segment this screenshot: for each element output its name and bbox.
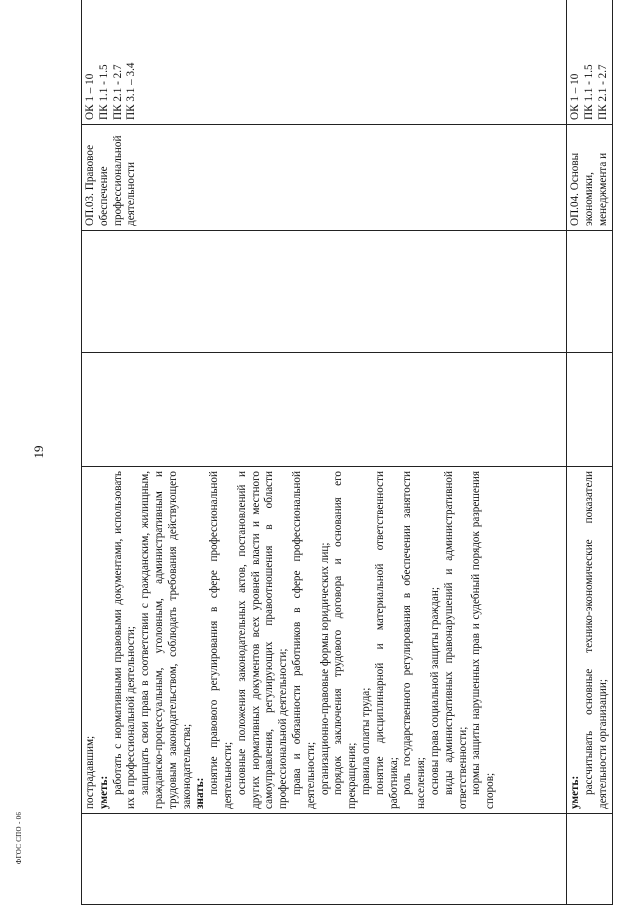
content-line: организационно-правовые формы юридических лиц; [318,542,331,795]
competency: ПК 1.1 - 1.5 [97,64,110,120]
content-line: понятие дисциплинарной и материальной ответственности работника; [373,471,400,809]
content-line: защищать свои права в соответствии с гражданским, жилищным, гражданско-процессуальным, уголовным, административным и трудовым законодательством, соблюдать требования действующего законодательства; [139,471,193,809]
empty-cell [82,231,567,353]
content-line: работать с нормативными правовыми документами, использовать их в профессиональной деятельности; [111,471,138,809]
content-line: нормы защиты нарушенных прав и судебный порядок разрешения споров; [470,471,497,809]
competency: ОК 1 – 10 [84,73,96,120]
content-line: понятие правового регулирования в сфере профессиональной деятельности; [208,471,234,809]
discipline-cell [82,125,567,231]
competency: ПК 2.1 - 2.7 [111,64,124,120]
index-cell [82,814,567,905]
discipline-name: ОП.03. Правовое обеспечение профессиональной деятельности [84,135,138,226]
discipline-cell [567,125,613,231]
competencies-cell [567,0,613,125]
table-row [82,0,567,905]
discipline-name: ОП.04. Основы экономики, менеджмента и [569,152,609,226]
footer-code: ФГОС СПО - 06 [15,811,23,865]
empty-cell [567,231,613,353]
table-row [567,0,613,905]
content-heading: уметь: [569,775,581,809]
content-heading: уметь: [97,775,110,809]
index-cell [567,814,613,905]
content-line: права и обязанности работников в сфере профессиональной деятельности; [290,471,317,809]
empty-cell [82,353,567,467]
competency: ПК 2.1 - 2.7 [596,64,609,120]
content-line: рассчитывать основные технико-экономические показатели деятельности организации; [582,471,609,809]
content-line: пострадавшим; [84,735,96,809]
empty-cell [567,353,613,467]
page-number: 19 [31,445,46,459]
content-line: роль государственного регулирования в обеспечении занятости населения; [401,471,428,809]
competencies-cell [82,0,567,125]
standard-table [81,0,609,905]
content-cell [82,467,567,814]
competency: ПК 3.1 – 3.4 [125,62,138,120]
content-line: основные положения законодательных актов, постановлений и других нормативных документов всех уровней власти и местного самоуправления, регулирующих правоотношения в области профессиональной деятельности; [235,471,290,809]
content-line: основы права социальной защиты граждан; [428,587,441,795]
content-cell [567,467,613,814]
content-line: правила оплаты труда; [359,687,372,795]
content-line: виды административных правонарушений и административной ответственности; [442,471,469,809]
content-line: порядок заключения трудового договора и основания его прекращения; [332,471,359,809]
content-heading: знать: [194,777,207,809]
competency: ПК 1.1 - 1.5 [582,64,595,120]
competency: ОК 1 – 10 [569,73,581,120]
